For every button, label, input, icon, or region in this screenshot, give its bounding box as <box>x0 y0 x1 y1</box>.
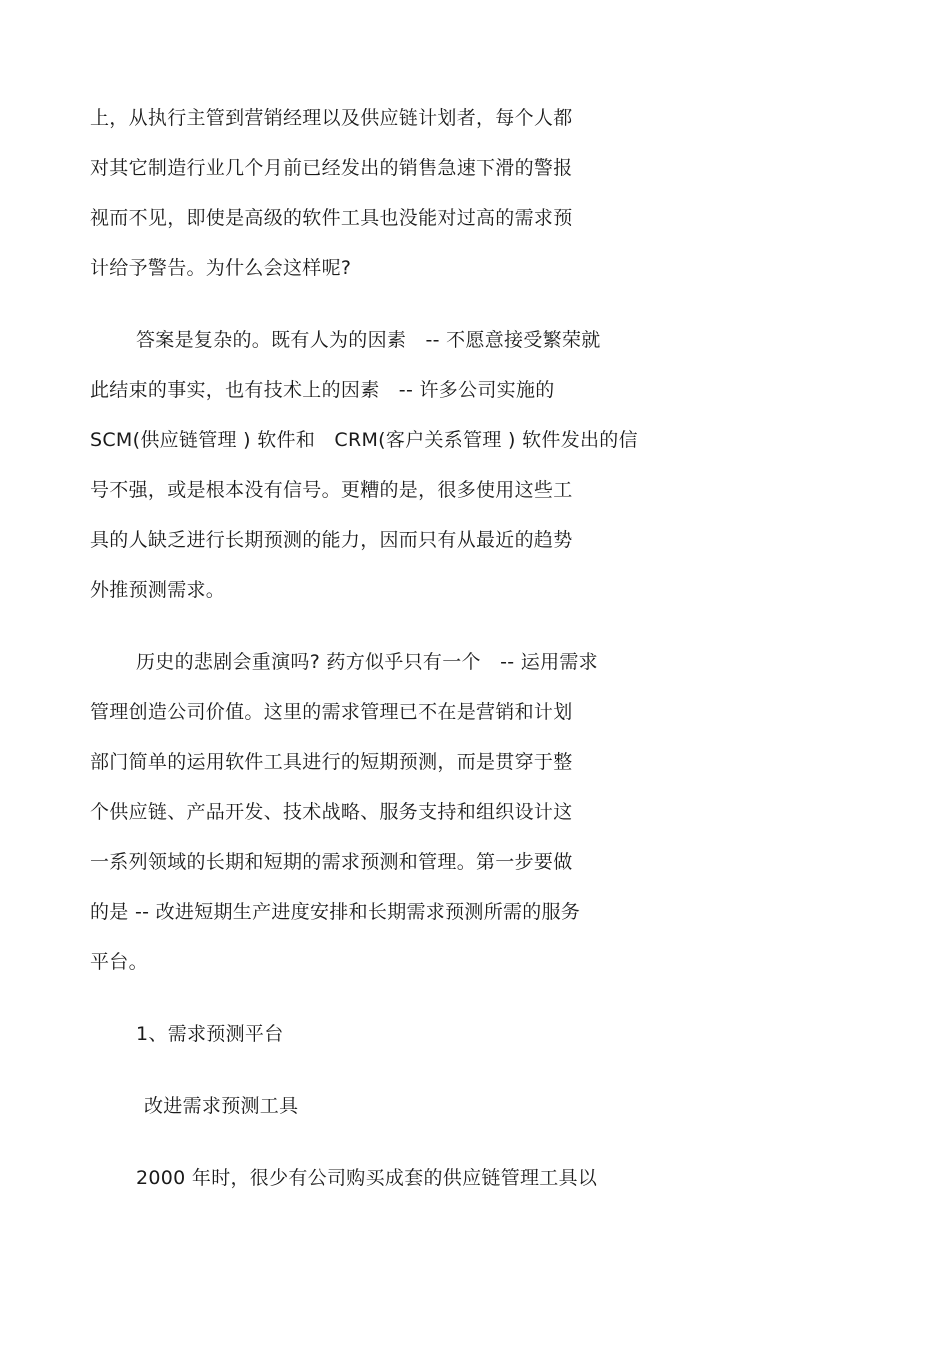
paragraph-1-line-1: 上，从执行主管到营销经理以及供应链计划者，每个人都 <box>90 107 573 129</box>
paragraph-1-line-4: 计给予警告。为什么会这样呢? <box>90 257 352 279</box>
paragraph-2-line-2: 此结束的事实，也有技术上的因素 -- 许多公司实施的 <box>90 379 555 401</box>
section-heading: 1、需求预测平台 <box>136 1023 284 1045</box>
paragraph-3-line-7: 平台。 <box>90 951 148 973</box>
paragraph-2-line-6: 外推预测需求。 <box>90 579 226 601</box>
paragraph-3-line-5: 一系列领域的长期和短期的需求预测和管理。第一步要做 <box>90 851 573 873</box>
paragraph-2-line-5: 具的人缺乏进行长期预测的能力，因而只有从最近的趋势 <box>90 529 573 551</box>
paragraph-3-line-6: 的是 -- 改进短期生产进度安排和长期需求预测所需的服务 <box>90 901 581 923</box>
paragraph-4-line-1: 2000 年时，很少有公司购买成套的供应链管理工具以 <box>136 1167 598 1189</box>
paragraph-3-line-2: 管理创造公司价值。这里的需求管理已不在是营销和计划 <box>90 701 573 723</box>
paragraph-1-line-3: 视而不见，即使是高级的软件工具也没能对过高的需求预 <box>90 207 573 229</box>
paragraph-2-line-1: 答案是复杂的。既有人为的因素 -- 不愿意接受繁荣就 <box>136 329 601 351</box>
subsection-heading: 改进需求预测工具 <box>144 1095 299 1117</box>
paragraph-3-line-3: 部门简单的运用软件工具进行的短期预测，而是贯穿于整 <box>90 751 573 773</box>
paragraph-1-line-2: 对其它制造行业几个月前已经发出的销售急速下滑的警报 <box>90 157 573 179</box>
paragraph-3-line-1: 历史的悲剧会重演吗? 药方似乎只有一个 -- 运用需求 <box>136 651 598 673</box>
paragraph-3-line-4: 个供应链、产品开发、技术战略、服务支持和组织设计这 <box>90 801 573 823</box>
paragraph-2-line-4: 号不强，或是根本没有信号。更糟的是，很多使用这些工 <box>90 479 573 501</box>
paragraph-2-line-3: SCM(供应链管理 ) 软件和 CRM(客户关系管理 ) 软件发出的信 <box>90 429 638 451</box>
